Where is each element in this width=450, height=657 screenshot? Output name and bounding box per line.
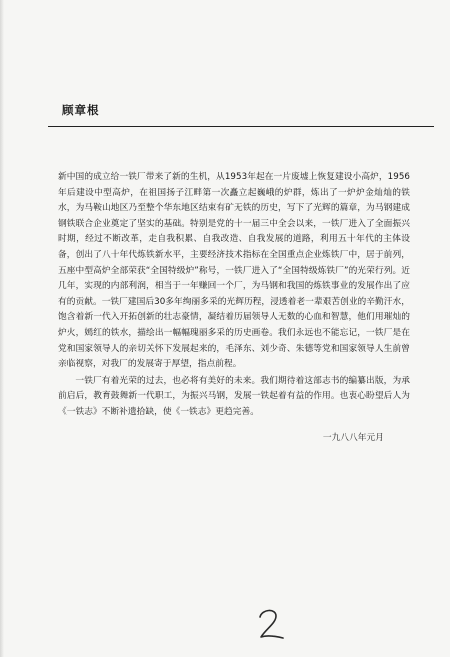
handwritten-page-number <box>256 607 286 643</box>
scan-edge <box>0 0 4 657</box>
signature-date: 一九八八年元月 <box>322 432 384 443</box>
body-text <box>58 170 410 447</box>
paragraph: 新中国的成立给一铁厂带来了新的生机，从1953年起在一片废墟上恢复建设小高炉，1956年后建设中型高炉，在祖国扬子江畔第一次矗立起巍峨的炉群，炼出了一炉炉金灿灿的铁水，为马鞍山地区乃至整个华东地区结束有矿无铁的历史，写下了光辉的篇章，为马钢建成钢铁联合企业奠定了坚实的基础。特别是党的十一届三中全会以来，一铁厂进入了全面振兴时期，经过不断改革，走自我积累、自我改造、自我发展的道路，利用五十年代的主体设备，创出了八十年代炼铁新水平，主要经济技术指标在全国重点企业炼铁厂中，居于前列，五座中型高炉全部荣获“全国特级炉”称号，一铁厂进入了“全国特级炼铁厂”的光荣行列。近几年，实现的内部利润，相当于一年赚回一个厂，为马钢和我国的炼铁事业的发展作出了应有的贡献。一铁厂建国后30多年绚丽多采的光辉历程，浸透着老一辈艰苦创业的辛勤汗水，饱含着新一代入开拓创新的壮志豪情，凝结着历届领导人无数的心血和智慧，他们用璀灿的炉火，嫣红的铁水，描绘出一幅幅瑰丽多采的历史画卷。我们永远也不能忘记，一铁厂是在党和国家领导人的亲切关怀下发展起来的，毛泽东、刘少奇、朱德等党和国家领导人生前曾亲临视察，对我厂的发展寄于厚望，指点前程。 <box>58 172 410 370</box>
author-name: 顾章根 <box>62 103 100 117</box>
paragraph: 一铁厂有着光荣的过去，也必将有美好的未来。我们期待着这部志书的编纂出版，为承前启后，教育鼓舞新一代职工，为振兴马钢，发展一铁起着有益的作用。也衷心盼望后人为《一铁志》不断补遗拾缺，使《一铁志》更趋完善。 <box>58 375 410 417</box>
header-rule <box>48 126 434 127</box>
